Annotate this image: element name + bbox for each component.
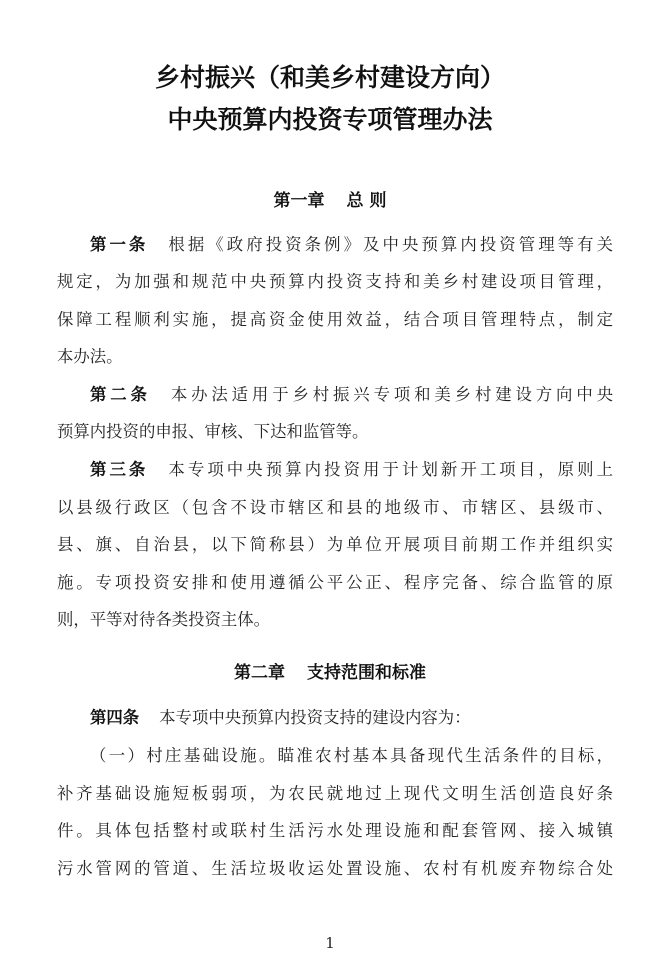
article-1-line-3: 保障工程顺利实施，提高资金使用效益，结合项目管理特点，制定	[57, 310, 613, 329]
page-number: 1	[325, 934, 335, 952]
article-1-line-1: 第一条 根据《政府投资条例》及中央预算内投资管理等有关	[90, 235, 614, 254]
item-1-line-2: 补齐基础设施短板弱项，为农民就地过上现代文明生活创造良好条	[57, 784, 613, 803]
article-2-line-1: 第二条 本办法适用于乡村振兴专项和美乡村建设方向中央	[90, 385, 614, 404]
chapter-1-heading	[0, 186, 660, 211]
document-title-line-2: 中央预算内投资专项管理办法	[167, 105, 493, 134]
article-2-line-2: 预算内投资的申报、审核、下达和监管等。	[57, 422, 369, 441]
chapter-2-heading	[0, 658, 660, 683]
item-1-line-3: 件。具体包括整村或联村生活污水处理设施和配套管网、接入城镇	[57, 821, 613, 840]
chapter-2-number: 第二章	[234, 663, 285, 683]
article-4-label: 第四条	[90, 708, 140, 727]
chapter-2-name: 支持范围和标准	[307, 663, 426, 683]
document-title-line-1: 乡村振兴（和美乡村建设方向）	[154, 63, 505, 92]
article-1-label: 第一条	[90, 235, 149, 254]
article-3-line-4: 施。专项投资安排和使用遵循公平公正、程序完备、综合监管的原	[57, 573, 613, 592]
item-1-line-4: 污水管网的管道、生活垃圾收运处置设施、农村有机废弃物综合处	[57, 859, 613, 878]
article-3-label: 第三条	[90, 460, 149, 479]
article-3-line-1: 第三条 本专项中央预算内投资用于计划新开工项目，原则上	[90, 460, 614, 479]
article-1-line-4: 本办法。	[57, 347, 123, 366]
item-1-line-1: （一）村庄基础设施。瞄准农村基本具备现代生活条件的目标，	[90, 746, 613, 765]
article-3-line-5: 则，平等对待各类投资主体。	[57, 610, 271, 629]
article-4-line-1: 第四条 本专项中央预算内投资支持的建设内容为：	[90, 708, 471, 727]
article-1-line-2: 规定，为加强和规范中央预算内投资支持和美乡村建设项目管理，	[57, 272, 613, 291]
chapter-1-number: 第一章	[273, 191, 325, 211]
article-2-label: 第二条	[90, 385, 151, 404]
chapter-1-name: 总 则	[346, 191, 387, 211]
article-3-line-3: 县、旗、自治县，以下简称县）为单位开展项目前期工作并组织实	[57, 535, 613, 554]
article-3-line-2: 以县级行政区（包含不设市辖区和县的地级市、市辖区、县级市、	[57, 498, 613, 517]
